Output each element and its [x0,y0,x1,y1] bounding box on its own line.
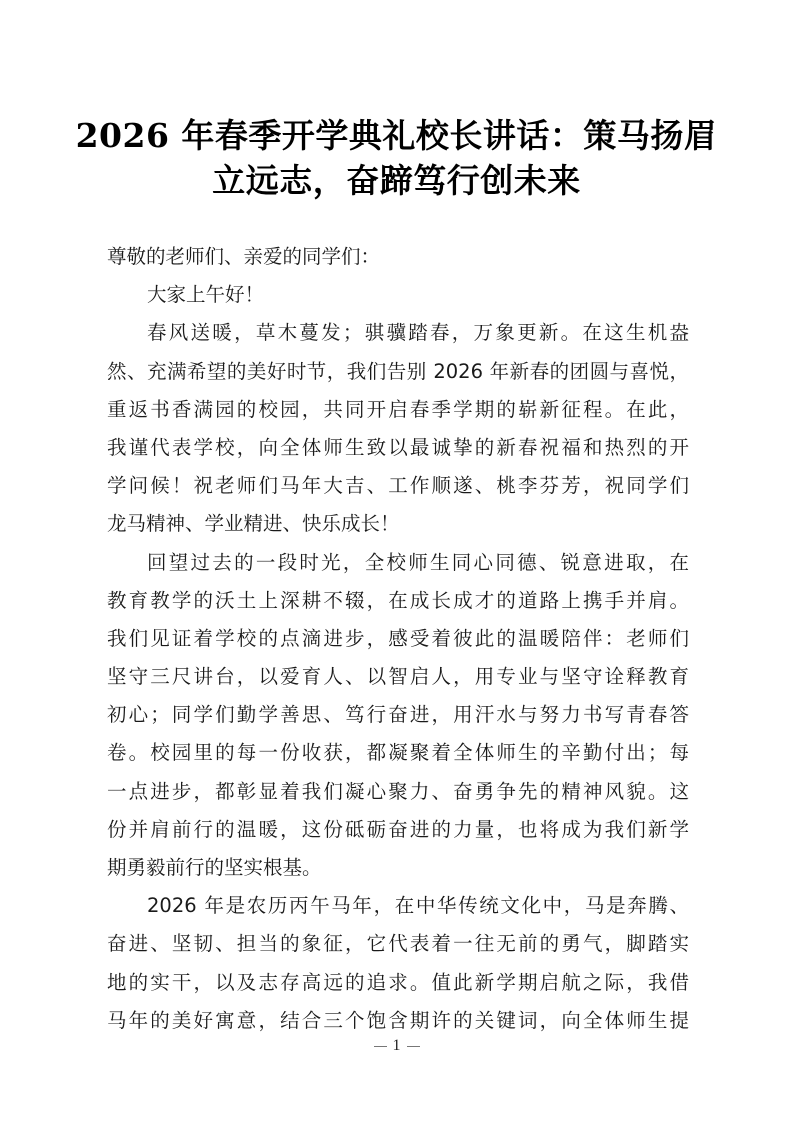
text-line: 我们见证着学校的点滴进步，感受着彼此的温暖陪伴：老师们 [107,626,689,650]
dash-left [374,1046,387,1047]
text-line: 奋进、坚韧、担当的象征，它代表着一往无前的勇气，脚踏实 [107,932,689,956]
salutation: 尊敬的老师们、亲爱的同学们： [107,245,381,268]
text-line: 学问候！祝老师们马年大吉、工作顺遂、桃李芬芳，祝同学们 [107,474,689,498]
text-line: 重返书香满园的校园，共同开启春季学期的崭新征程。在此， [107,397,689,421]
text-line: 春风送暖，草木蔓发；骐骥踏春，万象更新。在这生机盎 [147,321,689,345]
text-line: 地的实干，以及志存高远的追求。值此新学期启航之际，我借 [107,970,689,994]
title-line-1: 2026 年春季开学典礼校长讲话：策马扬眉 [75,116,718,155]
text-line: 马年的美好寓意，结合三个饱含期许的关键词，向全体师生提 [107,1008,689,1032]
text-line: 然、充满希望的美好时节，我们告别 2026 年新春的团圆与喜悦， [107,359,689,383]
document-body [107,238,689,1040]
text-line: 初心；同学们勤学善思、笃行奋进，用汗水与努力书写青春答 [107,703,689,727]
text-line: 龙马精神、学业精进、快乐成长！ [107,512,400,536]
title-line-2: 立远志，奋蹄笃行创未来 [212,161,581,200]
text-line: 2026 年是农历丙午马年，在中华传统文化中，马是奔腾、 [147,894,689,918]
paragraph-2 [107,544,689,888]
dash-right [407,1046,420,1047]
greeting: 大家上午好！ [147,283,265,307]
text-line: 一点进步，都彰显着我们凝心聚力、奋勇争先的精神风貌。这 [107,779,689,803]
paragraph-3 [107,887,689,1040]
text-line: 回望过去的一段时光，全校师生同心同德、锐意进取，在 [147,550,689,574]
paragraph-1 [107,314,689,543]
text-line: 份并肩前行的温暖，这份砥砺奋进的力量，也将成为我们新学 [107,817,689,841]
page-number-footer [0,1037,793,1055]
text-line: 卷。校园里的每一份收获，都凝聚着全体师生的辛勤付出；每 [107,741,689,765]
text-line: 教育教学的沃土上深耕不辍，在成长成才的道路上携手并肩。 [107,588,689,612]
document-title [60,113,733,203]
page-number: 1 [392,1037,401,1054]
text-line: 我谨代表学校，向全体师生致以最诚挚的新春祝福和热烈的开 [107,435,689,459]
text-line: 坚守三尺讲台，以爱育人、以智启人，用专业与坚守诠释教育 [107,665,689,689]
text-line: 期勇毅前行的坚实根基。 [107,856,322,879]
